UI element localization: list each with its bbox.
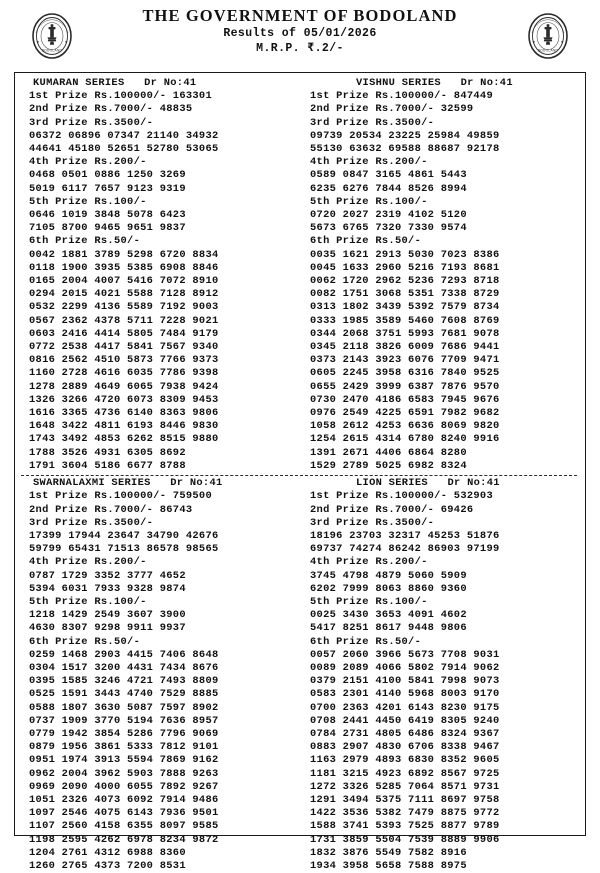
prize-6th-row: 0062 1720 2962 5236 7293 8718 [310, 275, 500, 288]
prize-6th-row: 0951 1974 3913 5594 7869 9162 [29, 754, 219, 767]
prize-6th-row: 1181 3215 4923 6892 8567 9725 [310, 767, 500, 780]
prize-6th-row: 0730 2470 4186 6583 7945 9676 [310, 393, 500, 406]
prize-6th-row: 1832 3876 5549 7582 8916 [310, 846, 467, 859]
prize-6th-row: 1326 3266 4720 6073 8309 9453 [29, 393, 219, 406]
prize-6th-row: 1529 2789 5025 6982 8324 [310, 459, 467, 472]
prize-6th-row: 0344 2068 3751 5993 7681 9078 [310, 327, 500, 340]
prize-6th-row: 1731 3859 5504 7539 8889 9906 [310, 833, 500, 846]
prize-4th-row: 6202 7999 8063 8860 9360 [310, 582, 467, 595]
prize-6th-row: 0379 2151 4100 5841 7998 9073 [310, 675, 500, 688]
prize-6th-row: 0042 1881 3789 5298 6720 8834 [29, 248, 219, 261]
government-title: THE GOVERNMENT OF BODOLAND [142, 6, 458, 25]
prize-6th-row: 1204 2761 4312 6988 8360 [29, 846, 186, 859]
prize-6th-row: 0969 2090 4000 6055 7892 9267 [29, 780, 219, 793]
prize-6th-row: 1743 3492 4853 6262 8515 9880 [29, 433, 219, 446]
prize-1st-vishnu: 1st Prize Rs.100000/- 847449 [310, 90, 493, 103]
header-title-block [0, 6, 600, 56]
prize-4th-label-swarnalaxmi: 4th Prize Rs.200/- [29, 556, 147, 569]
prize-5th-row: 1218 1429 2549 3607 3900 [29, 609, 186, 622]
prize-6th-row: 1051 2326 4073 6092 7914 9486 [29, 793, 219, 806]
prize-6th-row: 1616 3365 4736 6140 8363 9806 [29, 407, 219, 420]
prize-6th-row: 0962 2004 3962 5903 7888 9263 [29, 767, 219, 780]
prize-6th-row: 1058 2612 4253 6636 8069 9820 [310, 420, 500, 433]
prize-2nd-vishnu: 2nd Prize Rs.7000/- 32599 [310, 103, 474, 116]
prize-6th-row: 1291 3494 5375 7111 8697 9758 [310, 793, 500, 806]
prize-6th-row: 0333 1985 3589 5460 7608 8769 [310, 314, 500, 327]
prize-4th-row: 0468 0501 0886 1250 3269 [29, 169, 186, 182]
prize-6th-row: 0313 1802 3439 5392 7579 8734 [310, 301, 500, 314]
section-divider [21, 475, 577, 476]
prize-4th-label-lion: 4th Prize Rs.200/- [310, 556, 428, 569]
prize-6th-row: 1278 2889 4649 6065 7938 9424 [29, 380, 219, 393]
prize-6th-row: 0779 1942 3854 5286 7796 9069 [29, 727, 219, 740]
prize-3rd-row: 59799 65431 71513 86578 98565 [29, 543, 219, 556]
results-sheet [14, 72, 586, 872]
prize-5th-label-lion: 5th Prize Rs.100/- [310, 595, 428, 608]
prize-6th-row: 0082 1751 3068 5351 7338 8729 [310, 288, 500, 301]
prize-4th-row: 5394 6031 7933 9328 9874 [29, 582, 186, 595]
prize-6th-row: 0304 1517 3200 4431 7434 8676 [29, 661, 219, 674]
prize-6th-row: 0883 2907 4830 6706 8338 9467 [310, 741, 500, 754]
prize-4th-row: 5019 6117 7657 9123 9319 [29, 182, 186, 195]
series-block-vishnu [300, 77, 585, 473]
prize-6th-row: 1391 2671 4406 6864 8280 [310, 446, 467, 459]
prize-6th-row: 1422 3536 5382 7479 8875 9772 [310, 807, 500, 820]
prize-6th-row: 1272 3326 5285 7064 8571 9731 [310, 780, 500, 793]
prize-6th-row: 0035 1621 2913 5030 7023 8386 [310, 248, 500, 261]
prize-6th-row: 1648 3422 4811 6193 8446 9830 [29, 420, 219, 433]
prize-6th-row: 0259 1468 2903 4415 7406 8648 [29, 648, 219, 661]
prize-6th-row: 0605 2245 3958 6316 7840 9525 [310, 367, 500, 380]
prize-6th-row: 1107 2560 4158 6355 8097 9585 [29, 820, 219, 833]
prize-3rd-row: 44641 45180 52651 52780 53065 [29, 143, 219, 156]
prize-1st-swarnalaxmi: 1st Prize Rs.100000/- 759500 [29, 490, 212, 503]
prize-6th-row: 0700 2363 4201 6143 8230 9175 [310, 701, 500, 714]
prize-6th-row: 1934 3958 5658 7588 8975 [310, 859, 467, 872]
svg-text:BODOLAND: BODOLAND [41, 48, 63, 53]
prize-1st-lion: 1st Prize Rs.100000/- 532903 [310, 490, 493, 503]
prize-6th-row: 0737 1909 3770 5194 7636 8957 [29, 714, 219, 727]
prize-6th-row: 0583 2301 4140 5968 8003 9170 [310, 688, 500, 701]
prize-1st-kumaran: 1st Prize Rs.100000/- 163301 [29, 90, 212, 103]
prize-5th-row: 0646 1019 3848 5078 6423 [29, 209, 186, 222]
prize-5th-label-kumaran: 5th Prize Rs.100/- [29, 195, 147, 208]
prize-6th-row: 0976 2549 4225 6591 7982 9682 [310, 407, 500, 420]
prize-6th-label-swarnalaxmi: 6th Prize Rs.50/- [29, 635, 141, 648]
prize-6th-row: 0708 2441 4450 6419 8305 9240 [310, 714, 500, 727]
prize-3rd-label-vishnu: 3rd Prize Rs.3500/- [310, 116, 435, 129]
prize-6th-row: 0294 2015 4021 5588 7128 8912 [29, 288, 219, 301]
prize-6th-row: 1788 3526 4931 6305 8692 [29, 446, 186, 459]
page-header [0, 0, 600, 66]
prize-6th-row: 0784 2731 4805 6486 8324 9367 [310, 727, 500, 740]
prize-3rd-label-swarnalaxmi: 3rd Prize Rs.3500/- [29, 516, 154, 529]
prize-6th-row: 0772 2538 4417 5841 7567 9340 [29, 341, 219, 354]
prize-6th-row: 0057 2060 3966 5673 7708 9031 [310, 648, 500, 661]
prize-5th-row: 7105 8700 9465 9651 9837 [29, 222, 186, 235]
bodoland-seal-emblem-right [526, 11, 570, 61]
prize-3rd-row: 18196 23703 32317 45253 51876 [310, 529, 500, 542]
prize-6th-row: 1588 3741 5393 7525 8877 9789 [310, 820, 500, 833]
prize-6th-row: 0879 1956 3861 5333 7812 9101 [29, 741, 219, 754]
series-block-swarnalaxmi [15, 477, 300, 873]
prize-6th-row: 0089 2089 4066 5802 7914 9062 [310, 661, 500, 674]
prize-6th-row: 0816 2562 4510 5873 7766 9373 [29, 354, 219, 367]
prize-6th-row: 0588 1807 3630 5087 7597 8902 [29, 701, 219, 714]
prize-6th-row: 0045 1633 2960 5216 7193 8681 [310, 261, 500, 274]
results-row-bottom [15, 477, 585, 873]
prize-5th-label-vishnu: 5th Prize Rs.100/- [310, 195, 428, 208]
prize-6th-row: 0165 2004 4007 5416 7072 8910 [29, 275, 219, 288]
prize-5th-row: 5417 8251 8617 9448 9806 [310, 622, 467, 635]
prize-6th-row: 0532 2299 4136 5589 7192 9003 [29, 301, 219, 314]
prize-5th-row: 5673 6765 7320 7330 9574 [310, 222, 467, 235]
series-block-kumaran [15, 77, 300, 473]
prize-4th-label-vishnu: 4th Prize Rs.200/- [310, 156, 428, 169]
prize-6th-label-lion: 6th Prize Rs.50/- [310, 635, 422, 648]
prize-6th-row: 0525 1591 3443 4740 7529 8885 [29, 688, 219, 701]
prize-6th-row: 0373 2143 3923 6076 7709 9471 [310, 354, 500, 367]
prize-3rd-row: 06372 06896 07347 21140 34932 [29, 129, 219, 142]
prize-3rd-row: 17399 17944 23647 34790 42676 [29, 529, 219, 542]
prize-4th-row: 0589 0847 3165 4861 5443 [310, 169, 467, 182]
prize-4th-label-kumaran: 4th Prize Rs.200/- [29, 156, 147, 169]
prize-3rd-row: 55130 63632 69588 88687 92178 [310, 143, 500, 156]
series-title-lion: LION SERIES Dr No:41 [356, 477, 500, 490]
prize-3rd-label-kumaran: 3rd Prize Rs.3500/- [29, 116, 154, 129]
prize-6th-label-kumaran: 6th Prize Rs.50/- [29, 235, 141, 248]
prize-3rd-label-lion: 3rd Prize Rs.3500/- [310, 516, 435, 529]
results-date-line: Results of 05/01/2026 [223, 27, 377, 40]
prize-5th-row: 0025 3430 3653 4091 4602 [310, 609, 467, 622]
prize-2nd-lion: 2nd Prize Rs.7000/- 69426 [310, 503, 474, 516]
prize-2nd-swarnalaxmi: 2nd Prize Rs.7000/- 86743 [29, 503, 193, 516]
prize-6th-row: 1198 2595 4262 6978 8234 9872 [29, 833, 219, 846]
prize-5th-label-swarnalaxmi: 5th Prize Rs.100/- [29, 595, 147, 608]
series-title-swarnalaxmi: SWARNALAXMI SERIES Dr No:41 [33, 477, 223, 490]
bodoland-seal-emblem-left [30, 11, 74, 61]
prize-6th-row: 1260 2765 4373 7200 8531 [29, 859, 186, 872]
prize-2nd-kumaran: 2nd Prize Rs.7000/- 48835 [29, 103, 193, 116]
svg-text:BODOLAND: BODOLAND [537, 48, 559, 53]
results-row-top [15, 77, 585, 473]
prize-6th-label-vishnu: 6th Prize Rs.50/- [310, 235, 422, 248]
mrp-line: M.R.P. ₹.2/- [256, 42, 344, 55]
prize-5th-row: 0720 2027 2319 4102 5120 [310, 209, 467, 222]
prize-6th-row: 0395 1585 3246 4721 7493 8809 [29, 675, 219, 688]
series-title-vishnu: VISHNU SERIES Dr No:41 [356, 77, 513, 89]
prize-6th-row: 1097 2546 4075 6143 7936 9501 [29, 807, 219, 820]
prize-3rd-row: 09739 20534 23225 25984 49859 [310, 129, 500, 142]
prize-6th-row: 0655 2429 3999 6387 7876 9570 [310, 380, 500, 393]
prize-6th-row: 1791 3604 5186 6677 8788 [29, 459, 186, 472]
prize-4th-row: 3745 4798 4879 5060 5909 [310, 569, 467, 582]
prize-6th-row: 0345 2118 3826 6009 7686 9441 [310, 341, 500, 354]
prize-4th-row: 0787 1729 3352 3777 4652 [29, 569, 186, 582]
prize-6th-row: 0603 2416 4414 5805 7484 9179 [29, 327, 219, 340]
prize-6th-row: 0567 2362 4378 5711 7228 9021 [29, 314, 219, 327]
series-block-lion [300, 477, 585, 873]
series-title-kumaran: KUMARAN SERIES Dr No:41 [33, 77, 197, 89]
prize-6th-row: 1163 2979 4893 6830 8352 9605 [310, 754, 500, 767]
prize-3rd-row: 69737 74274 86242 86903 97199 [310, 543, 500, 556]
prize-6th-row: 1254 2615 4314 6780 8240 9916 [310, 433, 500, 446]
prize-5th-row: 4630 8307 9298 9911 9937 [29, 622, 186, 635]
prize-6th-row: 1160 2728 4616 6035 7786 9398 [29, 367, 219, 380]
prize-6th-row: 0118 1900 3935 5385 6908 8846 [29, 261, 219, 274]
prize-4th-row: 6235 6276 7844 8526 8994 [310, 182, 467, 195]
